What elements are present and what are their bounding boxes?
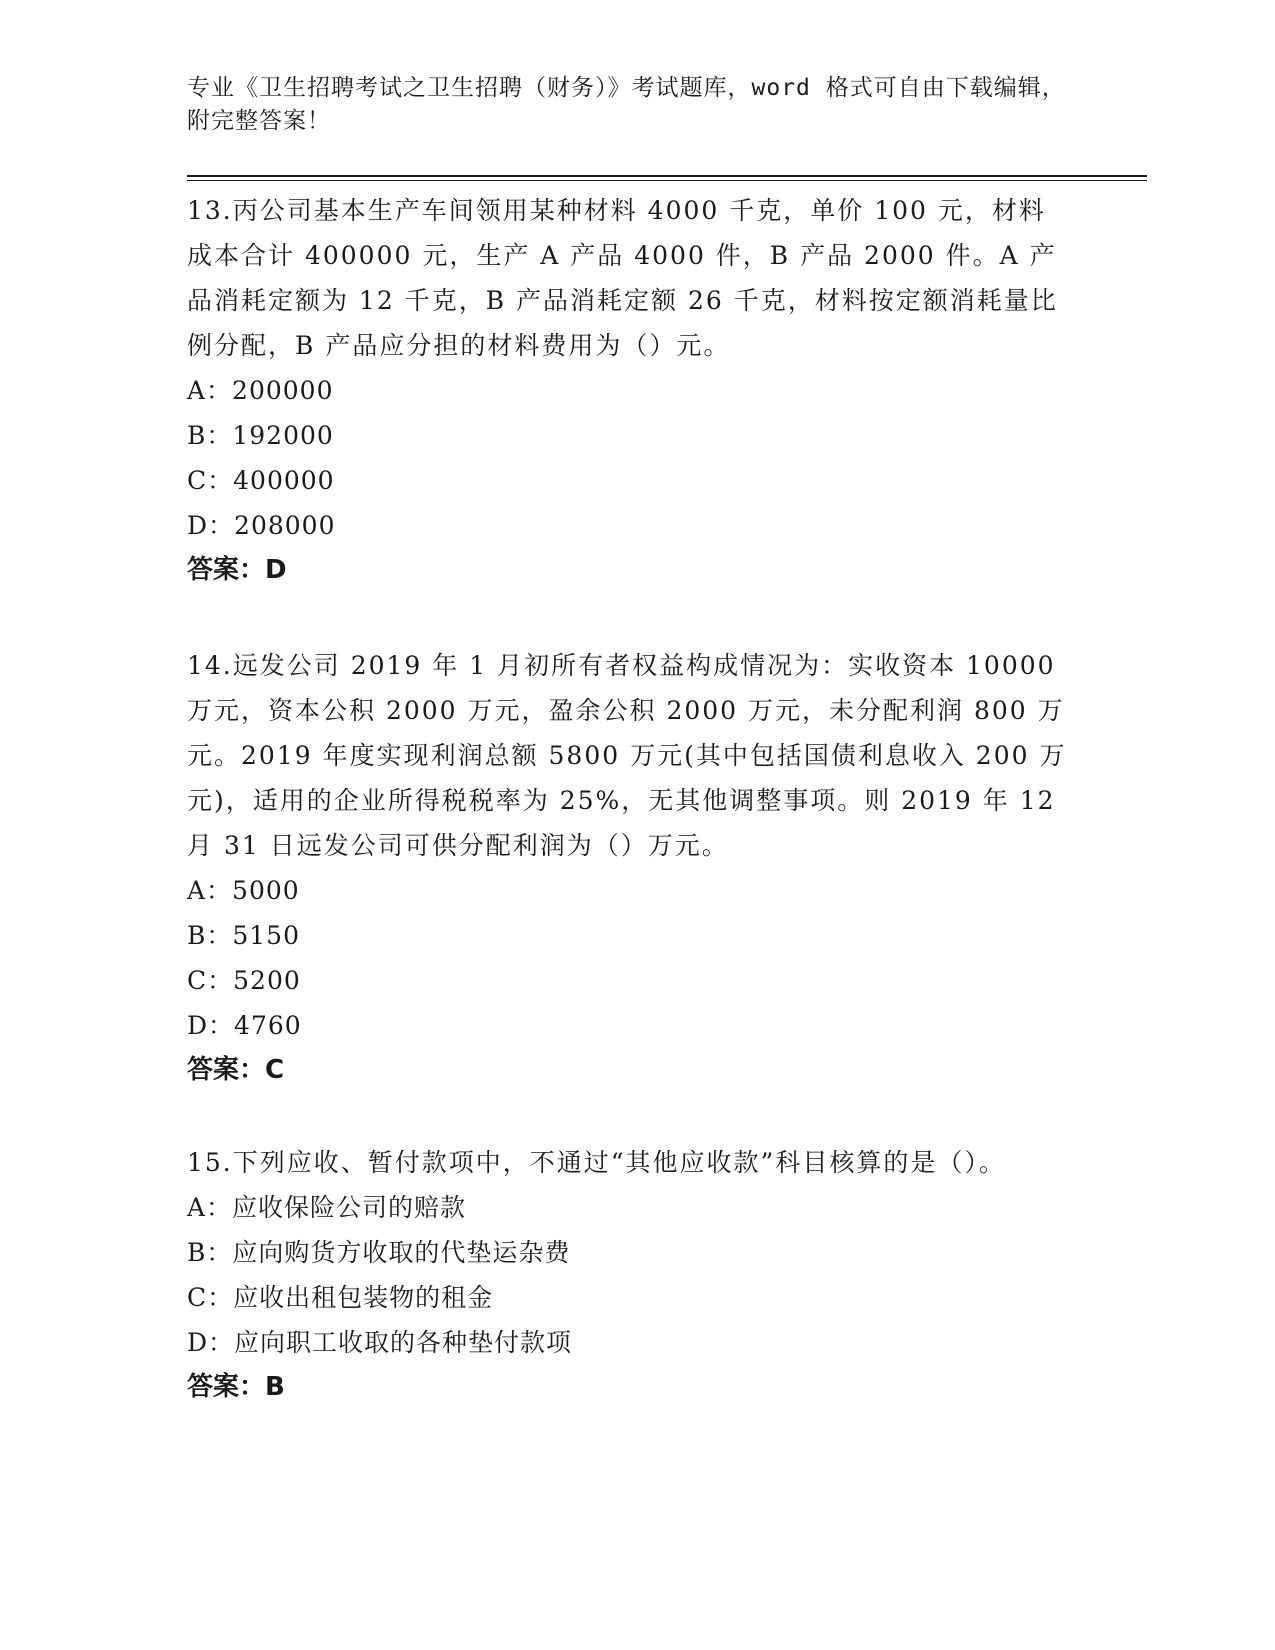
answer-line: 答案：D xyxy=(187,555,287,585)
option-d: D：应向职工收取的各种垫付款项 xyxy=(187,1328,573,1357)
document-header: 专业《卫生招聘考试之卫生招聘（财务）》考试题库，word 格式可自由下载编辑，附完整答案！ xyxy=(187,75,1066,134)
answer-line: 答案：B xyxy=(187,1372,285,1402)
option-b: B：192000 xyxy=(187,421,334,450)
option-a: A：5000 xyxy=(187,876,300,905)
question-14 xyxy=(187,643,1067,1093)
header-divider-thin xyxy=(187,180,1147,181)
header-divider-thick xyxy=(187,175,1147,177)
option-d: D：4760 xyxy=(187,1011,302,1040)
option-a: A：应收保险公司的赔款 xyxy=(187,1193,467,1222)
question-15 xyxy=(187,1140,1067,1410)
option-b: B：5150 xyxy=(187,921,300,950)
option-d: D：208000 xyxy=(187,511,336,540)
option-a: A：200000 xyxy=(187,376,334,405)
question-stem: 13.丙公司基本生产车间领用某种材料 4000 千克，单价 100 元，材料成本合计 400000 元，生产 A 产品 4000 件，B 产品 2000 件。A 产品消耗定额为 12 千克，B 产品消耗定额 26 千克，材料按定额消耗量比例分配，B 产品应分担的材料费用为（）元。 xyxy=(187,196,1058,360)
option-c: C：5200 xyxy=(187,966,301,995)
option-c: C：400000 xyxy=(187,466,335,495)
question-stem: 14.远发公司 2019 年 1 月初所有者权益构成情况为：实收资本 10000 万元，资本公积 2000 万元，盈余公积 2000 万元，未分配利润 800 万元。2019 年度实现利润总额 5800 万元(其中包括国债利息收入 200 万元)，适用的企业所得税税率为 25%，无其他调整事项。则 2019 年 12 月 31 日远发公司可供分配利润为（）万元。 xyxy=(187,651,1067,860)
question-stem: 15.下列应收、暂付款项中，不通过“其他应收款”科目核算的是（）。 xyxy=(187,1148,1006,1177)
option-c: C：应收出租包装物的租金 xyxy=(187,1283,494,1312)
answer-line: 答案：C xyxy=(187,1055,285,1085)
option-b: B：应向购货方收取的代垫运杂费 xyxy=(187,1238,571,1267)
question-13 xyxy=(187,188,1067,593)
